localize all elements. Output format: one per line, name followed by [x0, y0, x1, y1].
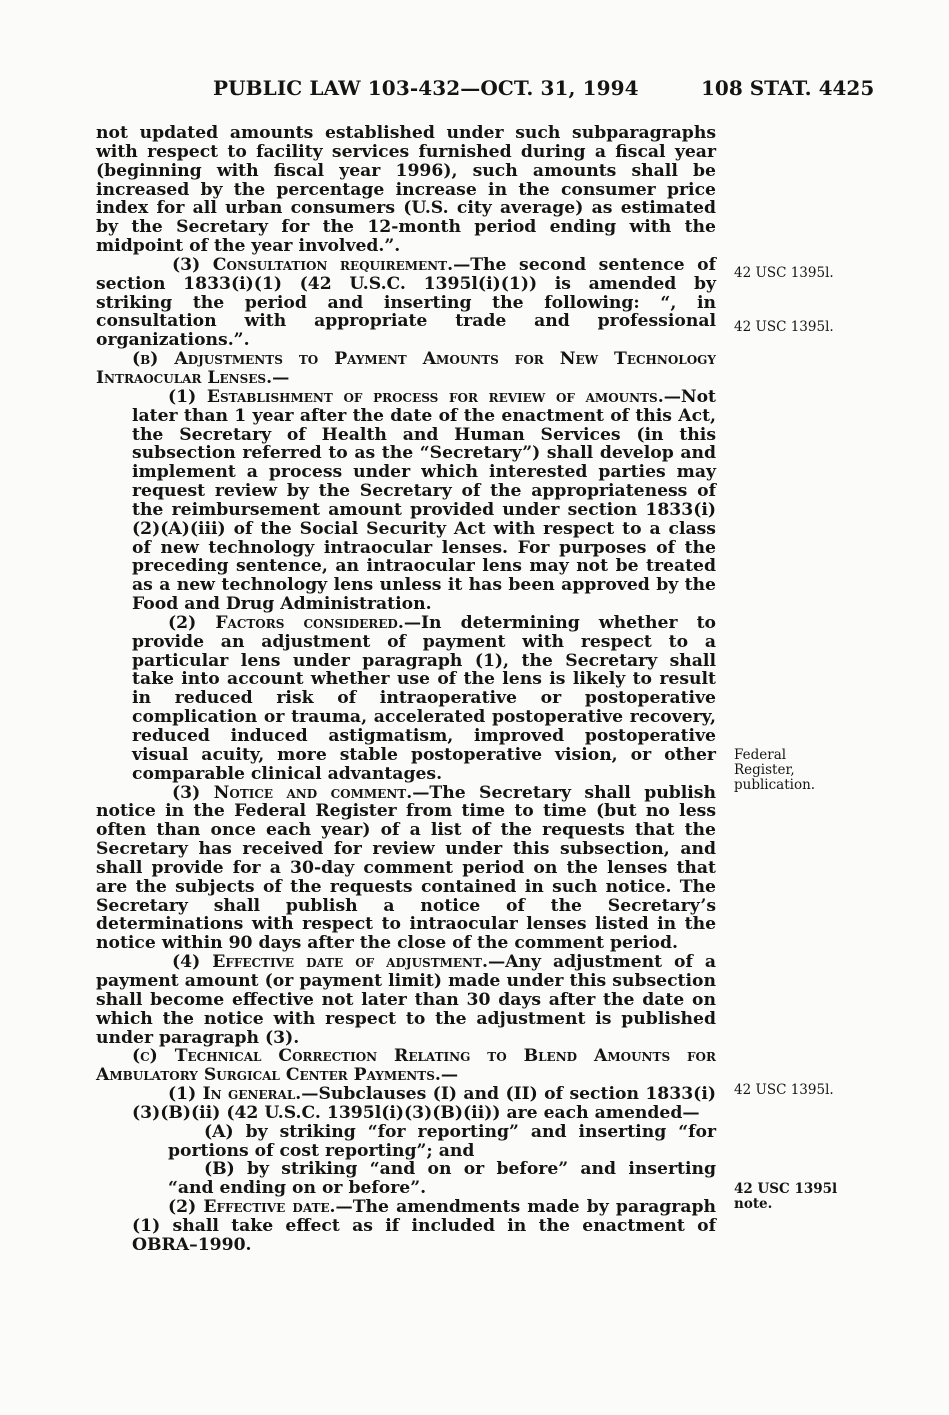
margin-note-usc: 42 USC 1395l. [734, 319, 834, 335]
paragraph-c2 [132, 1198, 716, 1255]
margin-note-usc-note [734, 1182, 837, 1212]
running-header-page-citation: 108 STAT. 4425 [701, 76, 875, 100]
paragraph-text: —Subclauses (I) and (II) of section 1833(i)(3)(B)(ii) (42 U.S.C. 1395l(i)(3)(B)(ii)) are each amended— [132, 1084, 716, 1123]
paragraph-text: —In determining whether to provide an adjustment of payment with respect to a particular lens under paragraph (1), the Secretary shall take into account whether use of the lens is likely to result in reduced risk of intraoperative or postoperative complication or trauma, accelerated postoperative recovery, reduced induced astigmatism, improved postoperative visual acuity, more stable postoperative vision, or other comparable clinical advantages. [132, 612, 716, 784]
paragraph-heading: (1) Establishment of process for review of amounts. [168, 386, 664, 407]
paragraph-heading: (3) Notice and comment. [172, 782, 413, 803]
paragraph-c1 [132, 1085, 716, 1123]
paragraph-heading: (1) In general. [168, 1084, 302, 1105]
paragraph-text: —The amendments made by paragraph (1) shall take effect as if included in the enactment of OBRA–1990. [132, 1197, 716, 1255]
margin-note-line: 42 USC 1395l [734, 1181, 838, 1197]
subparagraph-b: (B) by striking “and on or before” and inserting “and ending on or before”. [168, 1159, 716, 1199]
subparagraph-block [132, 1123, 716, 1198]
paragraph-b2 [132, 614, 716, 784]
subsection-heading: (c) Technical Correction Relating to Blend Amounts for Ambulatory Surgical Center Payments. [96, 1046, 716, 1086]
margin-note-line: note. [734, 1196, 773, 1212]
paragraph-b4 [96, 953, 716, 1047]
statute-body [96, 124, 716, 1255]
dash: — [440, 1065, 459, 1086]
paragraph-heading: (2) Factors considered. [168, 612, 404, 633]
paragraph-continuation: not updated amounts established under such subparagraphs with respect to facility services furnished during a fiscal year (beginning with fiscal year 1996), such amounts shall be increased by the percentage increase in the consumer price index for all urban consumers (U.S. city average) as estimated by the Secretary for the 12-month period ending with the midpoint of the year involved.”. [96, 123, 716, 257]
paragraph-text: —Not later than 1 year after the date of the enactment of this Act, the Secretary of Health and Human Services (in this subsection referred to as the “Secretary”) shall develop and implement a process under which interested parties may request review by the Secretary of the appropriateness of the reimbursement amount provided under section 1833(i)(2)(A)(iii) of the Social Security Act with respect to a class of new technology intraocular lenses. For purposes of the preceding sentence, an intraocular lens may not be treated as a new technology lens unless it has been approved by the Food and Drug Administration. [132, 386, 716, 615]
paragraph-heading: (2) Effective date. [168, 1197, 336, 1218]
paragraph-text: —The Secretary shall publish notice in the Federal Register from time to time (but no less often than once each year) of a list of the requests that the Secretary has received for review under this subsection, and shall provide for a 30-day comment period on the lenses that are the subjects of the requests contained in such notice. The Secretary shall publish a notice of the Secretary’s determinations with respect to intraocular lenses listed in the notice within 90 days after the close of the comment period. [96, 782, 716, 954]
margin-note-usc: 42 USC 1395l. [734, 265, 834, 281]
subsection-b [96, 350, 716, 388]
paragraph-text: —Any adjustment of a payment amount (or payment limit) made under this subsection shall become effective not later than 30 days after the date on which the notice with respect to the adjustment is published under paragraph (3). [96, 952, 716, 1048]
paragraph-b3 [96, 784, 716, 954]
paragraph-block-b [96, 388, 716, 784]
margin-note-line: publication. [734, 777, 816, 793]
paragraph-text: —The second sentence of section 1833(i)(1) (42 U.S.C. 1395l(i)(1)) is amended by striking the period and inserting the following: “, in consultation with appropriate trade and professional organizations.”. [96, 254, 717, 351]
margin-note-line: Register, [734, 762, 795, 778]
paragraph-a3 [96, 256, 716, 350]
margin-note-line: Federal [734, 747, 787, 763]
margin-note-usc: 42 USC 1395l. [734, 1082, 834, 1098]
paragraph-block-c [96, 1085, 716, 1255]
paragraph-b1 [132, 388, 716, 614]
subsection-c [96, 1047, 716, 1085]
paragraph-heading: (3) Consultation requirement. [172, 254, 454, 275]
running-header-title: PUBLIC LAW 103-432—OCT. 31, 1994 [213, 76, 639, 100]
dash: — [272, 367, 290, 388]
subparagraph-a: (A) by striking “for reporting” and inserting “for portions of cost reporting”; and [168, 1121, 716, 1161]
subsection-heading: (b) Adjustments to Payment Amounts for New Technology Intraocular Lenses. [96, 349, 716, 388]
margin-note-federal-register [734, 748, 815, 793]
paragraph-heading: (4) Effective date of adjustment. [172, 952, 488, 973]
